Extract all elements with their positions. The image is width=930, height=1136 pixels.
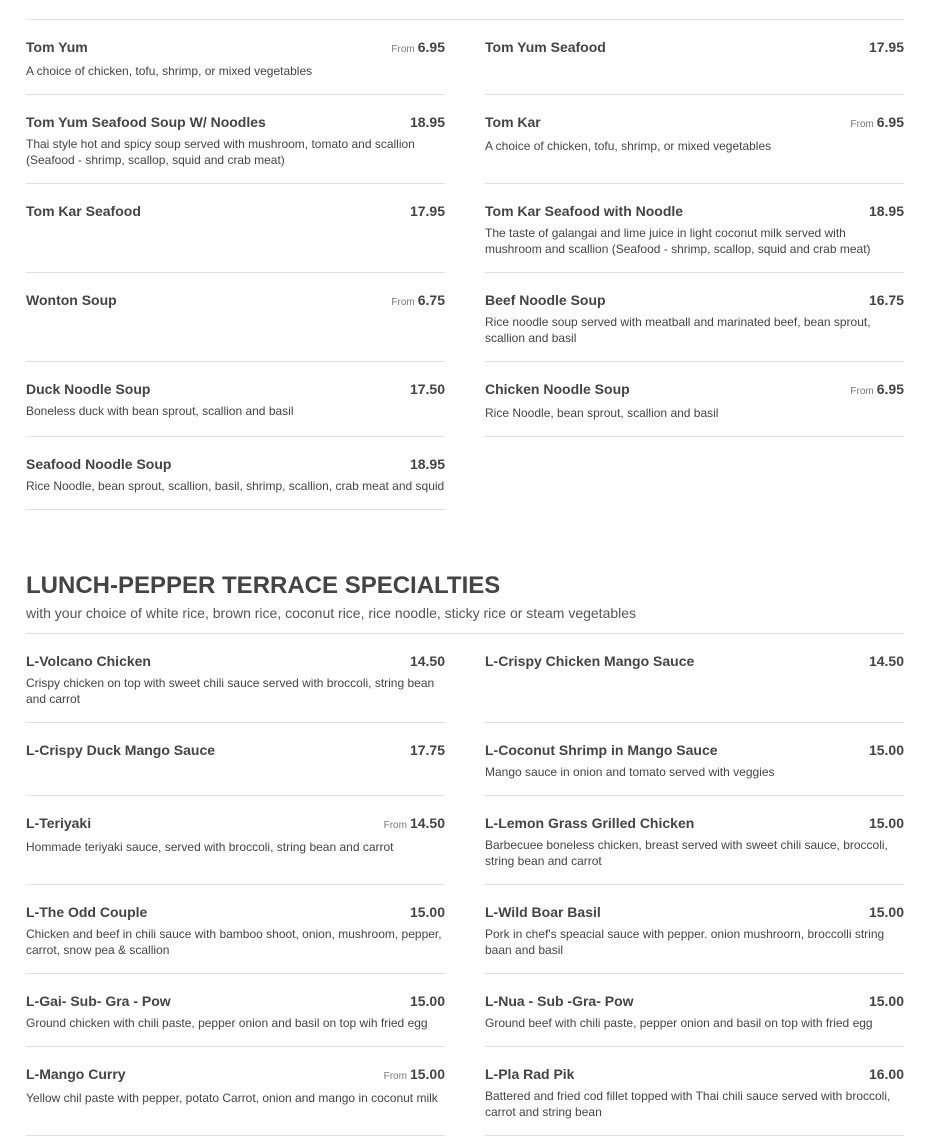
price-value: 6.75	[417, 292, 445, 308]
menu-item-header	[485, 381, 904, 397]
menu-item-header	[26, 203, 445, 219]
menu-item-name: Seafood Noodle Soup	[26, 456, 172, 472]
menu-item-price	[410, 114, 445, 130]
menu-item-l-crispy-chicken-mango-sauce[interactable]	[485, 634, 904, 723]
price-value: 17.95	[409, 203, 445, 219]
menu-item-name: L-Crispy Duck Mango Sauce	[26, 742, 216, 758]
menu-item-seafood-noodle-soup[interactable]	[26, 437, 445, 510]
menu-item-price	[869, 993, 904, 1009]
menu-item-name: Wonton Soup	[26, 292, 117, 308]
soup-section-items	[26, 20, 904, 510]
menu-item-name: L-Volcano Chicken	[26, 653, 151, 669]
menu-item-name: L-The Odd Couple	[26, 904, 148, 920]
price-value: 18.95	[868, 203, 904, 219]
price-from-label: From	[383, 1071, 407, 1082]
menu-item-header	[26, 904, 445, 920]
menu-item-name: Duck Noodle Soup	[26, 381, 151, 397]
menu-item-header	[485, 292, 904, 308]
menu-item-price	[410, 904, 445, 920]
price-value: 17.50	[409, 381, 445, 397]
menu-item-name: L-Mango Curry	[26, 1066, 126, 1082]
price-value: 15.00	[409, 993, 445, 1009]
menu-item-name: L-Crispy Chicken Mango Sauce	[485, 653, 695, 669]
menu-item-l-pla-rad-pik[interactable]	[485, 1047, 904, 1136]
menu-item-price	[410, 203, 445, 219]
price-value: 15.00	[409, 904, 445, 920]
menu-item-header	[485, 39, 904, 55]
menu-item-header	[26, 456, 445, 472]
menu-item-description: Ground chicken with chili paste, pepper onion and basil on top wih fried egg	[26, 1016, 428, 1030]
menu-item-price	[850, 381, 904, 397]
menu-item-description: The taste of galangai and lime juice in light coconut milk served with mushroom and scallion (Seafood - shrimp, scallop, squid and crab meat)	[485, 226, 871, 256]
price-from-label: From	[850, 386, 874, 397]
menu-item-header	[26, 993, 445, 1009]
menu-item-name: L-Gai- Sub- Gra - Pow	[26, 993, 171, 1009]
menu-item-header	[26, 653, 445, 669]
menu-item-description: Rice Noodle, bean sprout, scallion and basil	[485, 406, 719, 420]
menu-item-header	[485, 815, 904, 831]
menu-item-description: Yellow chil paste with pepper, potato Carrot, onion and mango in coconut milk	[26, 1091, 438, 1105]
menu-item-price	[391, 39, 445, 55]
menu-item-price	[869, 39, 904, 55]
price-from-label: From	[850, 119, 874, 130]
price-value: 6.95	[876, 381, 904, 397]
menu-item-chicken-noodle-soup[interactable]	[485, 362, 904, 437]
menu-item-name: Tom Kar	[485, 114, 541, 130]
price-value: 16.00	[868, 1066, 904, 1082]
menu-item-price	[869, 203, 904, 219]
menu-item-tom-kar[interactable]	[485, 95, 904, 184]
menu-item-description: Mango sauce in onion and tomato served with veggies	[485, 765, 775, 779]
menu-item-header	[485, 993, 904, 1009]
menu-item-name: L-Wild Boar Basil	[485, 904, 601, 920]
menu-item-header	[26, 815, 445, 831]
price-value: 15.00	[409, 1066, 445, 1082]
menu-item-description: Rice Noodle, bean sprout, scallion, basil, shrimp, scallion, crab meat and squid	[26, 479, 445, 493]
specialties-section-items	[26, 634, 904, 1136]
menu-item-l-coconut-shrimp-in-mango-sauce[interactable]	[485, 723, 904, 796]
menu-item-name: Tom Kar Seafood with Noodle	[485, 203, 684, 219]
section-subtitle: with your choice of white rice, brown rice, coconut rice, rice noodle, sticky rice or steam vegetables	[26, 605, 637, 621]
menu-item-price	[869, 904, 904, 920]
menu-item-name: Tom Kar Seafood	[26, 203, 141, 219]
menu-item-tom-yum-seafood-soup-w-noodles[interactable]	[26, 95, 445, 184]
menu-item-description: A choice of chicken, tofu, shrimp, or mixed vegetables	[485, 139, 772, 153]
menu-item-price	[869, 653, 904, 669]
menu-item-l-lemon-grass-grilled-chicken[interactable]	[485, 796, 904, 885]
menu-item-price	[869, 292, 904, 308]
price-value: 18.95	[409, 114, 445, 130]
menu-item-description: Rice noodle soup served with meatball and marinated beef, bean sprout, scallion and basil	[485, 315, 871, 345]
menu-item-price	[869, 742, 904, 758]
menu-item-name: L-Nua - Sub -Gra- Pow	[485, 993, 634, 1009]
menu-item-price	[410, 993, 445, 1009]
price-value: 17.75	[409, 742, 445, 758]
menu-item-tom-kar-seafood[interactable]	[26, 184, 445, 273]
menu-item-description: Barbecuee boneless chicken, breast served with sweet chili sauce, broccoli, string bean and carrot	[485, 838, 888, 868]
price-value: 15.00	[868, 742, 904, 758]
menu-item-price	[869, 1066, 904, 1082]
price-value: 14.50	[409, 653, 445, 669]
menu-item-header	[26, 39, 445, 55]
menu-item-price	[850, 114, 904, 130]
menu-item-header	[26, 742, 445, 758]
menu-item-header	[26, 1066, 445, 1082]
menu-item-l-teriyaki[interactable]	[26, 796, 445, 885]
price-value: 14.50	[868, 653, 904, 669]
menu-item-wonton-soup[interactable]	[26, 273, 445, 362]
menu-item-name: Tom Yum	[26, 39, 88, 55]
menu-item-price	[391, 292, 445, 308]
menu-item-l-volcano-chicken[interactable]	[26, 634, 445, 723]
price-value: 6.95	[417, 39, 445, 55]
menu-item-name: Tom Yum Seafood Soup W/ Noodles	[26, 114, 266, 130]
menu-item-price	[384, 1066, 445, 1082]
menu-item-name: Chicken Noodle Soup	[485, 381, 630, 397]
price-value: 6.95	[876, 114, 904, 130]
menu-item-l-nua-sub-gra-pow[interactable]	[485, 974, 904, 1047]
menu-item-description: Hommade teriyaki sauce, served with broccoli, string bean and carrot	[26, 840, 394, 854]
menu-item-description: Boneless duck with bean sprout, scallion and basil	[26, 404, 294, 418]
price-value: 15.00	[868, 815, 904, 831]
menu-item-l-gai-sub-gra-pow[interactable]	[26, 974, 445, 1047]
menu-item-header	[26, 292, 445, 308]
menu-item-header	[485, 742, 904, 758]
menu-item-price	[410, 742, 445, 758]
menu-item-l-the-odd-couple[interactable]	[26, 885, 445, 974]
menu-item-header	[485, 904, 904, 920]
menu-item-header	[26, 114, 445, 130]
menu-item-l-crispy-duck-mango-sauce[interactable]	[26, 723, 445, 796]
menu-item-header	[485, 1066, 904, 1082]
menu-grid	[26, 20, 904, 510]
menu-item-header	[485, 653, 904, 669]
menu-item-price	[410, 653, 445, 669]
menu-item-price	[384, 815, 445, 831]
menu-item-name: Tom Yum Seafood	[485, 39, 606, 55]
price-value: 15.00	[868, 993, 904, 1009]
menu-grid	[26, 634, 904, 1136]
menu-item-description: Chicken and beef in chili sauce with bamboo shoot, onion, mushroom, pepper, carrot, snow pea & scallion	[26, 927, 442, 957]
menu-item-description: A choice of chicken, tofu, shrimp, or mixed vegetables	[26, 64, 313, 78]
price-from-label: From	[391, 297, 415, 308]
price-from-label: From	[391, 44, 415, 55]
menu-item-header	[485, 114, 904, 130]
menu-item-name: L-Pla Rad Pik	[485, 1066, 575, 1082]
menu-item-tom-kar-seafood-with-noodle[interactable]	[485, 184, 904, 273]
section-title: LUNCH-PEPPER TERRACE SPECIALTIES	[26, 572, 501, 599]
menu-item-description: Ground beef with chili paste, pepper onion and basil on top with fried egg	[485, 1016, 873, 1030]
menu-item-duck-noodle-soup[interactable]	[26, 362, 445, 437]
menu-item-price	[869, 815, 904, 831]
menu-item-name: L-Coconut Shrimp in Mango Sauce	[485, 742, 718, 758]
menu-item-description: Thai style hot and spicy soup served with mushroom, tomato and scallion (Seafood - shrimp, scallop, squid and crab meat)	[26, 137, 415, 167]
menu-item-price	[410, 381, 445, 397]
price-value: 18.95	[409, 456, 445, 472]
menu-item-tom-yum-seafood[interactable]	[485, 20, 904, 95]
price-from-label: From	[383, 820, 407, 831]
menu-item-price	[410, 456, 445, 472]
menu-item-description: Pork in chef's speacial sauce with pepper. onion mushroorn, broccolli string baan and basil	[485, 927, 885, 957]
menu-item-description: Crispy chicken on top with sweet chili sauce served with broccoli, string bean and carrot	[26, 676, 435, 706]
menu-item-description: Battered and fried cod fillet topped with Thai chili sauce served with broccoli, carrot and string bean	[485, 1089, 891, 1119]
price-value: 16.75	[868, 292, 904, 308]
price-value: 15.00	[868, 904, 904, 920]
menu-item-beef-noodle-soup[interactable]	[485, 273, 904, 362]
price-value: 14.50	[409, 815, 445, 831]
empty-cell	[485, 437, 904, 510]
menu-item-header	[26, 381, 445, 397]
menu-item-l-mango-curry[interactable]	[26, 1047, 445, 1136]
menu-item-l-wild-boar-basil[interactable]	[485, 885, 904, 974]
menu-item-name: Beef Noodle Soup	[485, 292, 606, 308]
menu-item-tom-yum[interactable]	[26, 20, 445, 95]
menu-item-name: L-Lemon Grass Grilled Chicken	[485, 815, 695, 831]
price-value: 17.95	[868, 39, 904, 55]
menu-item-header	[485, 203, 904, 219]
menu-item-name: L-Teriyaki	[26, 815, 92, 831]
